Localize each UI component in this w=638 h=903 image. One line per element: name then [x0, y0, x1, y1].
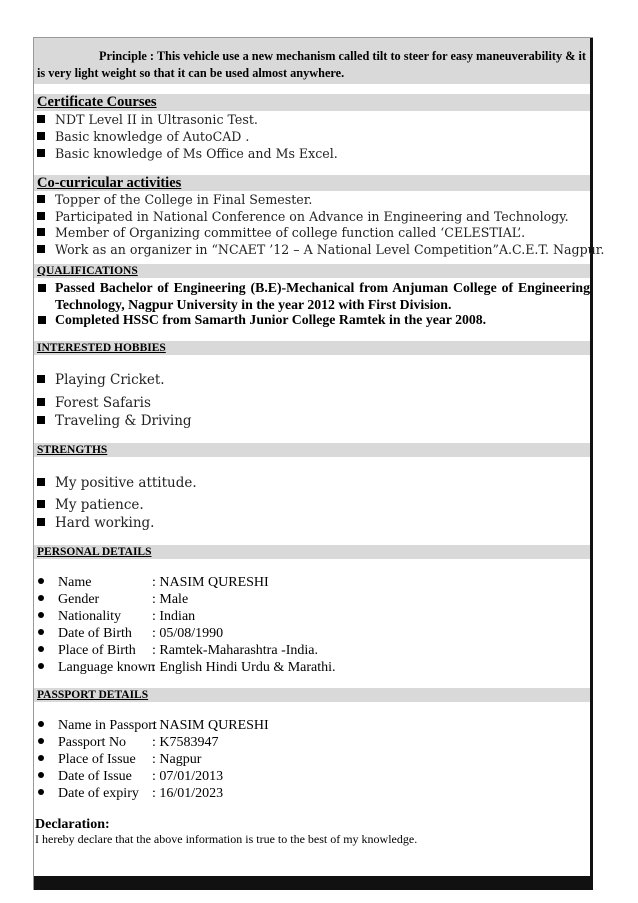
- principle-text: Principle : This vehicle use a new mechanism called tilt to steer for easy maneuverability & it is very light weight so that it can be used almost anywhere.: [37, 49, 587, 80]
- section-title-personal: PERSONAL DETAILS: [37, 546, 152, 558]
- section-title-certificate: Certificate Courses: [37, 94, 157, 110]
- list-item: Basic knowledge of Ms Office and Ms Excel.: [37, 146, 338, 161]
- section-title-hobbies: INTERESTED HOBBIES: [37, 342, 166, 354]
- list-item: Basic knowledge of AutoCAD .: [37, 129, 249, 144]
- round-bullet-icon: [38, 646, 44, 652]
- square-bullet-icon: [38, 316, 46, 324]
- square-bullet-icon: [37, 212, 45, 220]
- section-title-strengths: STRENGTHS: [37, 444, 108, 456]
- list-item: Traveling & Driving: [37, 413, 192, 429]
- section-header-cocurricular: [34, 175, 590, 191]
- round-bullet-icon: [38, 772, 44, 778]
- list-item: My patience.: [37, 497, 144, 513]
- list-item: Work as an organizer in “NCAET ’12 – A National Level Competition”A.C.E.T. Nagpur.: [37, 242, 604, 257]
- detail-row: Language known: English Hindi Urdu & Marathi.: [38, 660, 336, 676]
- section-header-certificate: [34, 94, 590, 111]
- list-item: NDT Level II in Ultrasonic Test.: [37, 112, 258, 127]
- round-bullet-icon: [38, 663, 44, 669]
- square-bullet-icon: [37, 115, 45, 123]
- detail-row: Place of Birth : Ramtek-Maharashtra -India.: [38, 643, 318, 659]
- qualification-item: Completed HSSC from Samarth Junior College Ramtek in the year 2008.: [38, 312, 590, 329]
- list-item: My positive attitude.: [37, 475, 197, 491]
- detail-row: Gender : Male: [38, 592, 188, 608]
- section-header-hobbies: [34, 341, 590, 355]
- section-title-passport: PASSPORT DETAILS: [37, 689, 149, 701]
- qualification-item: Passed Bachelor of Engineering (B.E)-Mechanical from Anjuman College of Engineering Technology, Nagpur University in the year 2012 with First Division.: [38, 280, 590, 313]
- round-bullet-icon: [38, 578, 44, 584]
- detail-row: Date of expiry : 16/01/2023: [38, 786, 223, 802]
- square-bullet-icon: [37, 398, 45, 406]
- detail-row: Passport No : K7583947: [38, 735, 219, 751]
- list-item: Member of Organizing committee of college function called ‘CELESTIAL’.: [37, 225, 525, 240]
- detail-row: Name in Passport: NASIM QURESHI: [38, 718, 269, 734]
- section-header-qualifications: [34, 264, 590, 278]
- square-bullet-icon: [37, 245, 45, 253]
- round-bullet-icon: [38, 721, 44, 727]
- detail-row: Name : NASIM QURESHI: [38, 575, 269, 591]
- section-header-passport: [34, 688, 590, 702]
- square-bullet-icon: [38, 284, 46, 292]
- square-bullet-icon: [37, 416, 45, 424]
- list-item: Playing Cricket.: [37, 372, 165, 388]
- round-bullet-icon: [38, 629, 44, 635]
- declaration-text: I hereby declare that the above information is true to the best of my knowledge.: [35, 832, 418, 846]
- list-item: Topper of the College in Final Semester.: [37, 192, 312, 207]
- detail-row: Place of Issue : Nagpur: [38, 752, 201, 768]
- square-bullet-icon: [37, 132, 45, 140]
- round-bullet-icon: [38, 738, 44, 744]
- square-bullet-icon: [37, 518, 45, 526]
- square-bullet-icon: [37, 228, 45, 236]
- square-bullet-icon: [37, 195, 45, 203]
- round-bullet-icon: [38, 612, 44, 618]
- round-bullet-icon: [38, 755, 44, 761]
- list-item: Forest Safaris: [37, 395, 151, 411]
- square-bullet-icon: [37, 500, 45, 508]
- section-header-personal: [34, 545, 590, 559]
- square-bullet-icon: [37, 478, 45, 486]
- section-header-strengths: [34, 443, 590, 457]
- list-item: Hard working.: [37, 515, 154, 531]
- detail-row: Date of Birth : 05/08/1990: [38, 626, 223, 642]
- square-bullet-icon: [37, 375, 45, 383]
- section-title-qualifications: QUALIFICATIONS: [37, 265, 138, 277]
- round-bullet-icon: [38, 595, 44, 601]
- list-item: Participated in National Conference on Advance in Engineering and Technology.: [37, 209, 569, 224]
- declaration-title: Declaration:: [35, 817, 110, 832]
- project-principle-block: [34, 38, 590, 84]
- round-bullet-icon: [38, 789, 44, 795]
- section-title-cocurricular: Co-curricular activities: [37, 175, 182, 191]
- detail-row: Date of Issue : 07/01/2013: [38, 769, 223, 785]
- detail-row: Nationality : Indian: [38, 609, 195, 625]
- square-bullet-icon: [37, 149, 45, 157]
